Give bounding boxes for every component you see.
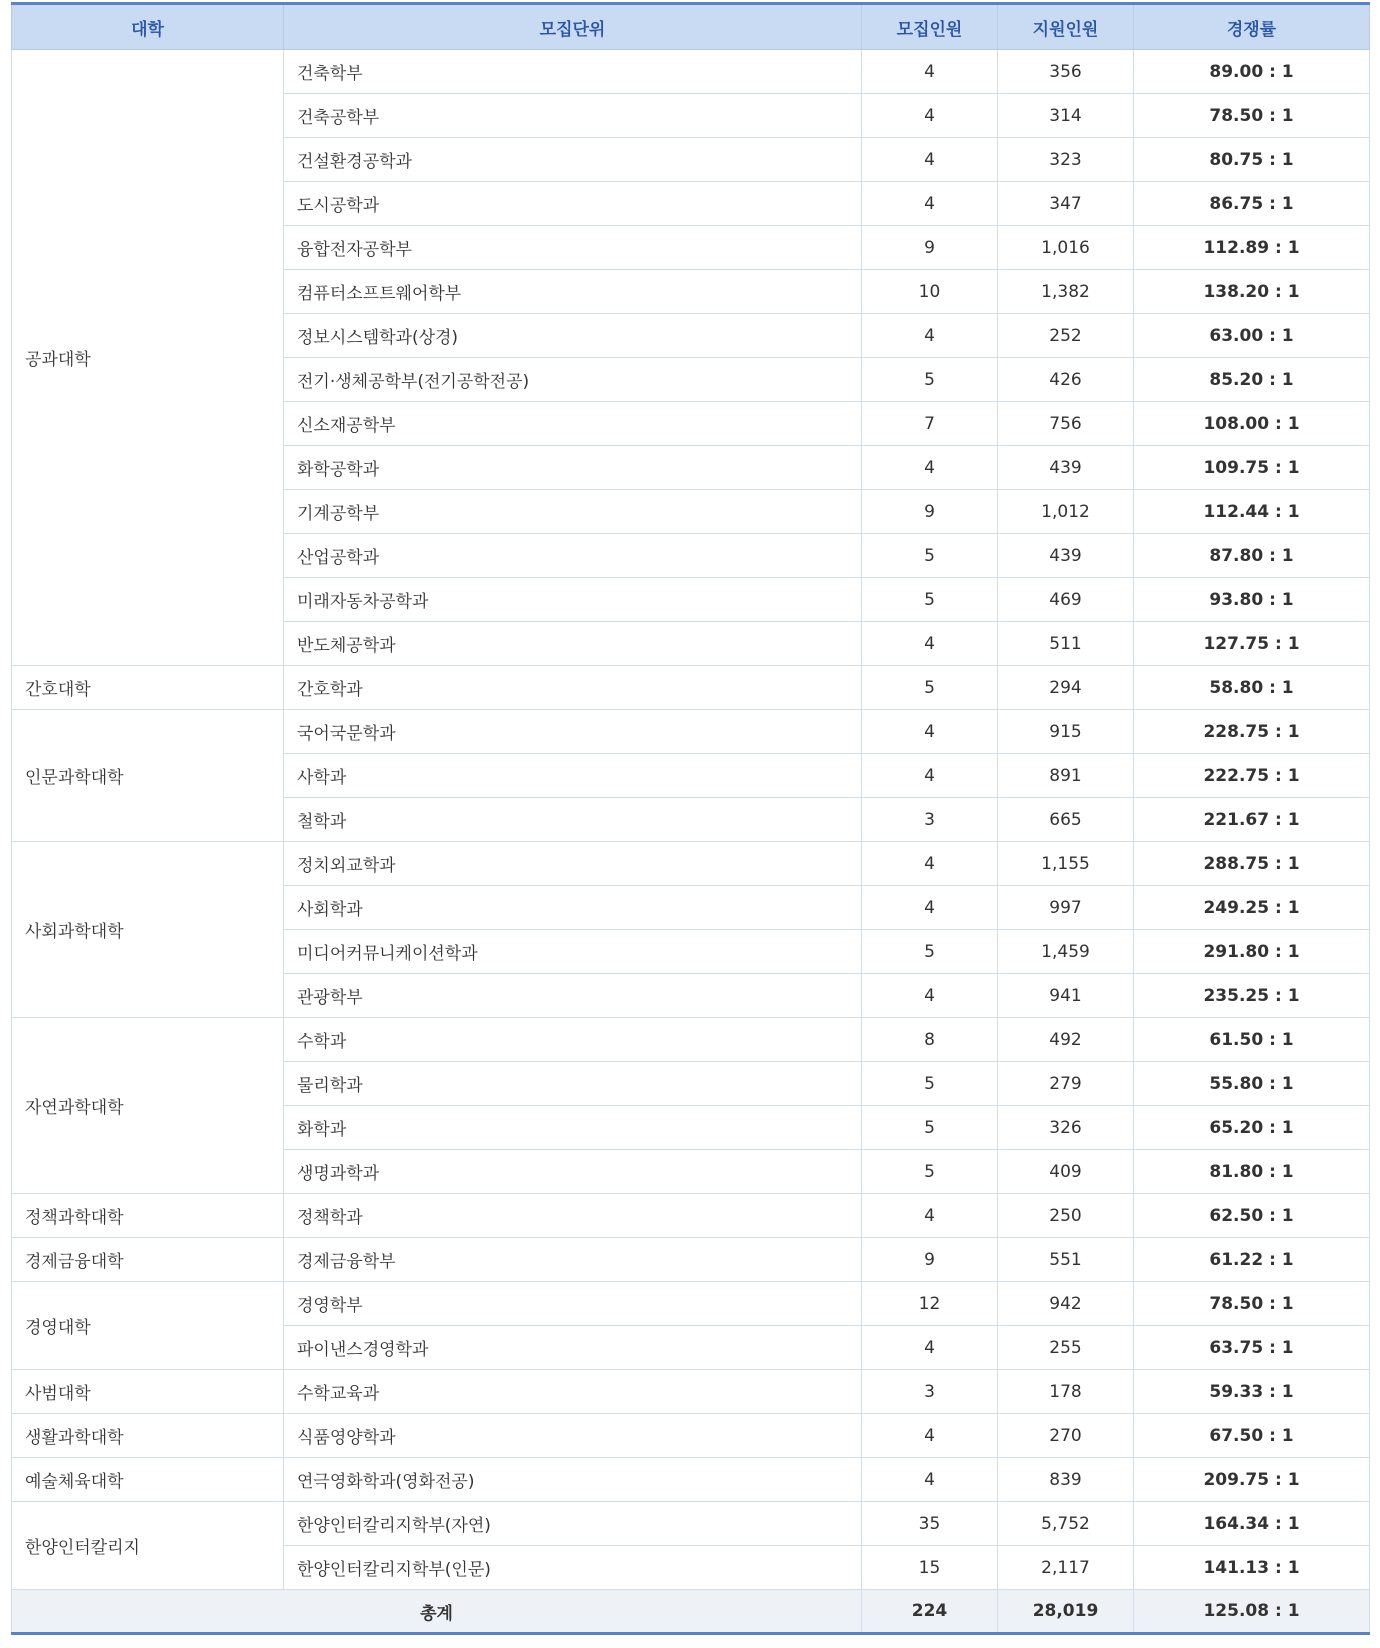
- ratio-cell: 81.80 : 1: [1134, 1150, 1370, 1194]
- quota-cell: 4: [862, 754, 998, 798]
- unit-cell: 파이낸스경영학과: [284, 1326, 862, 1370]
- table-row: [12, 1282, 1370, 1326]
- competition-table-container: [11, 2, 1369, 1635]
- table-row: [12, 1414, 1370, 1458]
- ratio-cell: 141.13 : 1: [1134, 1546, 1370, 1590]
- competition-rate-table: [11, 2, 1370, 1635]
- quota-cell: 3: [862, 1370, 998, 1414]
- college-cell: 예술체육대학: [12, 1458, 284, 1502]
- applicants-cell: 492: [998, 1018, 1134, 1062]
- quota-cell: 4: [862, 314, 998, 358]
- total-ratio: 125.08 : 1: [1134, 1590, 1370, 1634]
- ratio-cell: 228.75 : 1: [1134, 710, 1370, 754]
- quota-cell: 9: [862, 490, 998, 534]
- table-row: [12, 1018, 1370, 1062]
- college-cell: 간호대학: [12, 666, 284, 710]
- header-row: [12, 4, 1370, 50]
- ratio-cell: 63.00 : 1: [1134, 314, 1370, 358]
- unit-cell: 미래자동차공학과: [284, 578, 862, 622]
- table-row: [12, 842, 1370, 886]
- quota-cell: 5: [862, 578, 998, 622]
- applicants-cell: 356: [998, 50, 1134, 94]
- table-row: [12, 1370, 1370, 1414]
- ratio-cell: 55.80 : 1: [1134, 1062, 1370, 1106]
- college-cell: 자연과학대학: [12, 1018, 284, 1194]
- table-row: [12, 1238, 1370, 1282]
- unit-cell: 컴퓨터소프트웨어학부: [284, 270, 862, 314]
- ratio-cell: 78.50 : 1: [1134, 1282, 1370, 1326]
- unit-cell: 산업공학과: [284, 534, 862, 578]
- table-row: [12, 50, 1370, 94]
- quota-cell: 5: [862, 930, 998, 974]
- unit-cell: 정보시스템학과(상경): [284, 314, 862, 358]
- college-cell: 생활과학대학: [12, 1414, 284, 1458]
- total-row: [12, 1590, 1370, 1634]
- ratio-cell: 109.75 : 1: [1134, 446, 1370, 490]
- table-body: [12, 50, 1370, 1590]
- applicants-cell: 255: [998, 1326, 1134, 1370]
- quota-cell: 5: [862, 358, 998, 402]
- applicants-cell: 469: [998, 578, 1134, 622]
- quota-cell: 35: [862, 1502, 998, 1546]
- unit-cell: 건축학부: [284, 50, 862, 94]
- unit-cell: 미디어커뮤니케이션학과: [284, 930, 862, 974]
- ratio-cell: 221.67 : 1: [1134, 798, 1370, 842]
- unit-cell: 화학과: [284, 1106, 862, 1150]
- applicants-cell: 178: [998, 1370, 1134, 1414]
- ratio-cell: 291.80 : 1: [1134, 930, 1370, 974]
- ratio-cell: 222.75 : 1: [1134, 754, 1370, 798]
- unit-cell: 사회학과: [284, 886, 862, 930]
- ratio-cell: 93.80 : 1: [1134, 578, 1370, 622]
- ratio-cell: 65.20 : 1: [1134, 1106, 1370, 1150]
- ratio-cell: 209.75 : 1: [1134, 1458, 1370, 1502]
- unit-cell: 기계공학부: [284, 490, 862, 534]
- quota-cell: 4: [862, 1458, 998, 1502]
- college-cell: 정책과학대학: [12, 1194, 284, 1238]
- unit-cell: 경영학부: [284, 1282, 862, 1326]
- table-row: [12, 1194, 1370, 1238]
- ratio-cell: 288.75 : 1: [1134, 842, 1370, 886]
- quota-cell: 9: [862, 226, 998, 270]
- quota-cell: 15: [862, 1546, 998, 1590]
- applicants-cell: 250: [998, 1194, 1134, 1238]
- applicants-cell: 439: [998, 446, 1134, 490]
- unit-cell: 물리학과: [284, 1062, 862, 1106]
- unit-cell: 한양인터칼리지학부(인문): [284, 1546, 862, 1590]
- quota-cell: 4: [862, 886, 998, 930]
- quota-cell: 3: [862, 798, 998, 842]
- quota-cell: 4: [862, 842, 998, 886]
- applicants-cell: 915: [998, 710, 1134, 754]
- ratio-cell: 112.89 : 1: [1134, 226, 1370, 270]
- quota-cell: 4: [862, 710, 998, 754]
- quota-cell: 4: [862, 446, 998, 490]
- ratio-cell: 108.00 : 1: [1134, 402, 1370, 446]
- total-quota: 224: [862, 1590, 998, 1634]
- applicants-cell: 551: [998, 1238, 1134, 1282]
- ratio-cell: 138.20 : 1: [1134, 270, 1370, 314]
- applicants-cell: 409: [998, 1150, 1134, 1194]
- ratio-cell: 112.44 : 1: [1134, 490, 1370, 534]
- table-row: [12, 710, 1370, 754]
- applicants-cell: 439: [998, 534, 1134, 578]
- unit-cell: 정책학과: [284, 1194, 862, 1238]
- unit-cell: 사학과: [284, 754, 862, 798]
- applicants-cell: 1,382: [998, 270, 1134, 314]
- ratio-cell: 80.75 : 1: [1134, 138, 1370, 182]
- header-applicants: 지원인원: [998, 4, 1134, 50]
- college-cell: 경영대학: [12, 1282, 284, 1370]
- applicants-cell: 1,155: [998, 842, 1134, 886]
- applicants-cell: 891: [998, 754, 1134, 798]
- applicants-cell: 665: [998, 798, 1134, 842]
- college-cell: 사범대학: [12, 1370, 284, 1414]
- applicants-cell: 839: [998, 1458, 1134, 1502]
- unit-cell: 건설환경공학과: [284, 138, 862, 182]
- table-footer: [12, 1590, 1370, 1634]
- ratio-cell: 235.25 : 1: [1134, 974, 1370, 1018]
- unit-cell: 철학과: [284, 798, 862, 842]
- quota-cell: 10: [862, 270, 998, 314]
- applicants-cell: 941: [998, 974, 1134, 1018]
- quota-cell: 4: [862, 138, 998, 182]
- unit-cell: 연극영화학과(영화전공): [284, 1458, 862, 1502]
- unit-cell: 수학교육과: [284, 1370, 862, 1414]
- ratio-cell: 127.75 : 1: [1134, 622, 1370, 666]
- applicants-cell: 326: [998, 1106, 1134, 1150]
- applicants-cell: 756: [998, 402, 1134, 446]
- ratio-cell: 61.50 : 1: [1134, 1018, 1370, 1062]
- quota-cell: 12: [862, 1282, 998, 1326]
- ratio-cell: 86.75 : 1: [1134, 182, 1370, 226]
- applicants-cell: 426: [998, 358, 1134, 402]
- ratio-cell: 85.20 : 1: [1134, 358, 1370, 402]
- unit-cell: 신소재공학부: [284, 402, 862, 446]
- unit-cell: 화학공학과: [284, 446, 862, 490]
- quota-cell: 8: [862, 1018, 998, 1062]
- quota-cell: 4: [862, 1326, 998, 1370]
- ratio-cell: 62.50 : 1: [1134, 1194, 1370, 1238]
- ratio-cell: 249.25 : 1: [1134, 886, 1370, 930]
- unit-cell: 정치외교학과: [284, 842, 862, 886]
- table-row: [12, 666, 1370, 710]
- quota-cell: 5: [862, 666, 998, 710]
- ratio-cell: 87.80 : 1: [1134, 534, 1370, 578]
- unit-cell: 국어국문학과: [284, 710, 862, 754]
- total-label: 총계: [12, 1590, 862, 1634]
- unit-cell: 전기·생체공학부(전기공학전공): [284, 358, 862, 402]
- ratio-cell: 67.50 : 1: [1134, 1414, 1370, 1458]
- applicants-cell: 1,012: [998, 490, 1134, 534]
- ratio-cell: 63.75 : 1: [1134, 1326, 1370, 1370]
- ratio-cell: 61.22 : 1: [1134, 1238, 1370, 1282]
- applicants-cell: 279: [998, 1062, 1134, 1106]
- quota-cell: 9: [862, 1238, 998, 1282]
- quota-cell: 4: [862, 622, 998, 666]
- applicants-cell: 1,016: [998, 226, 1134, 270]
- quota-cell: 4: [862, 974, 998, 1018]
- applicants-cell: 511: [998, 622, 1134, 666]
- header-ratio: 경쟁률: [1134, 4, 1370, 50]
- college-cell: 인문과학대학: [12, 710, 284, 842]
- header-quota: 모집인원: [862, 4, 998, 50]
- applicants-cell: 5,752: [998, 1502, 1134, 1546]
- quota-cell: 4: [862, 1194, 998, 1238]
- unit-cell: 한양인터칼리지학부(자연): [284, 1502, 862, 1546]
- quota-cell: 4: [862, 94, 998, 138]
- unit-cell: 건축공학부: [284, 94, 862, 138]
- unit-cell: 수학과: [284, 1018, 862, 1062]
- quota-cell: 4: [862, 182, 998, 226]
- applicants-cell: 294: [998, 666, 1134, 710]
- quota-cell: 7: [862, 402, 998, 446]
- quota-cell: 4: [862, 1414, 998, 1458]
- unit-cell: 반도체공학과: [284, 622, 862, 666]
- unit-cell: 경제금융학부: [284, 1238, 862, 1282]
- college-cell: 경제금융대학: [12, 1238, 284, 1282]
- table-row: [12, 1502, 1370, 1546]
- applicants-cell: 2,117: [998, 1546, 1134, 1590]
- quota-cell: 5: [862, 1106, 998, 1150]
- applicants-cell: 1,459: [998, 930, 1134, 974]
- ratio-cell: 59.33 : 1: [1134, 1370, 1370, 1414]
- unit-cell: 생명과학과: [284, 1150, 862, 1194]
- ratio-cell: 89.00 : 1: [1134, 50, 1370, 94]
- quota-cell: 5: [862, 1150, 998, 1194]
- ratio-cell: 164.34 : 1: [1134, 1502, 1370, 1546]
- table-row: [12, 1458, 1370, 1502]
- college-cell: 사회과학대학: [12, 842, 284, 1018]
- college-cell: 한양인터칼리지: [12, 1502, 284, 1590]
- applicants-cell: 252: [998, 314, 1134, 358]
- unit-cell: 식품영양학과: [284, 1414, 862, 1458]
- header-college: 대학: [12, 4, 284, 50]
- ratio-cell: 78.50 : 1: [1134, 94, 1370, 138]
- applicants-cell: 997: [998, 886, 1134, 930]
- quota-cell: 5: [862, 534, 998, 578]
- unit-cell: 간호학과: [284, 666, 862, 710]
- applicants-cell: 942: [998, 1282, 1134, 1326]
- total-applicants: 28,019: [998, 1590, 1134, 1634]
- applicants-cell: 314: [998, 94, 1134, 138]
- quota-cell: 4: [862, 50, 998, 94]
- applicants-cell: 270: [998, 1414, 1134, 1458]
- table-header: [12, 4, 1370, 50]
- unit-cell: 융합전자공학부: [284, 226, 862, 270]
- header-unit: 모집단위: [284, 4, 862, 50]
- college-cell: 공과대학: [12, 50, 284, 666]
- applicants-cell: 323: [998, 138, 1134, 182]
- unit-cell: 관광학부: [284, 974, 862, 1018]
- applicants-cell: 347: [998, 182, 1134, 226]
- quota-cell: 5: [862, 1062, 998, 1106]
- ratio-cell: 58.80 : 1: [1134, 666, 1370, 710]
- unit-cell: 도시공학과: [284, 182, 862, 226]
